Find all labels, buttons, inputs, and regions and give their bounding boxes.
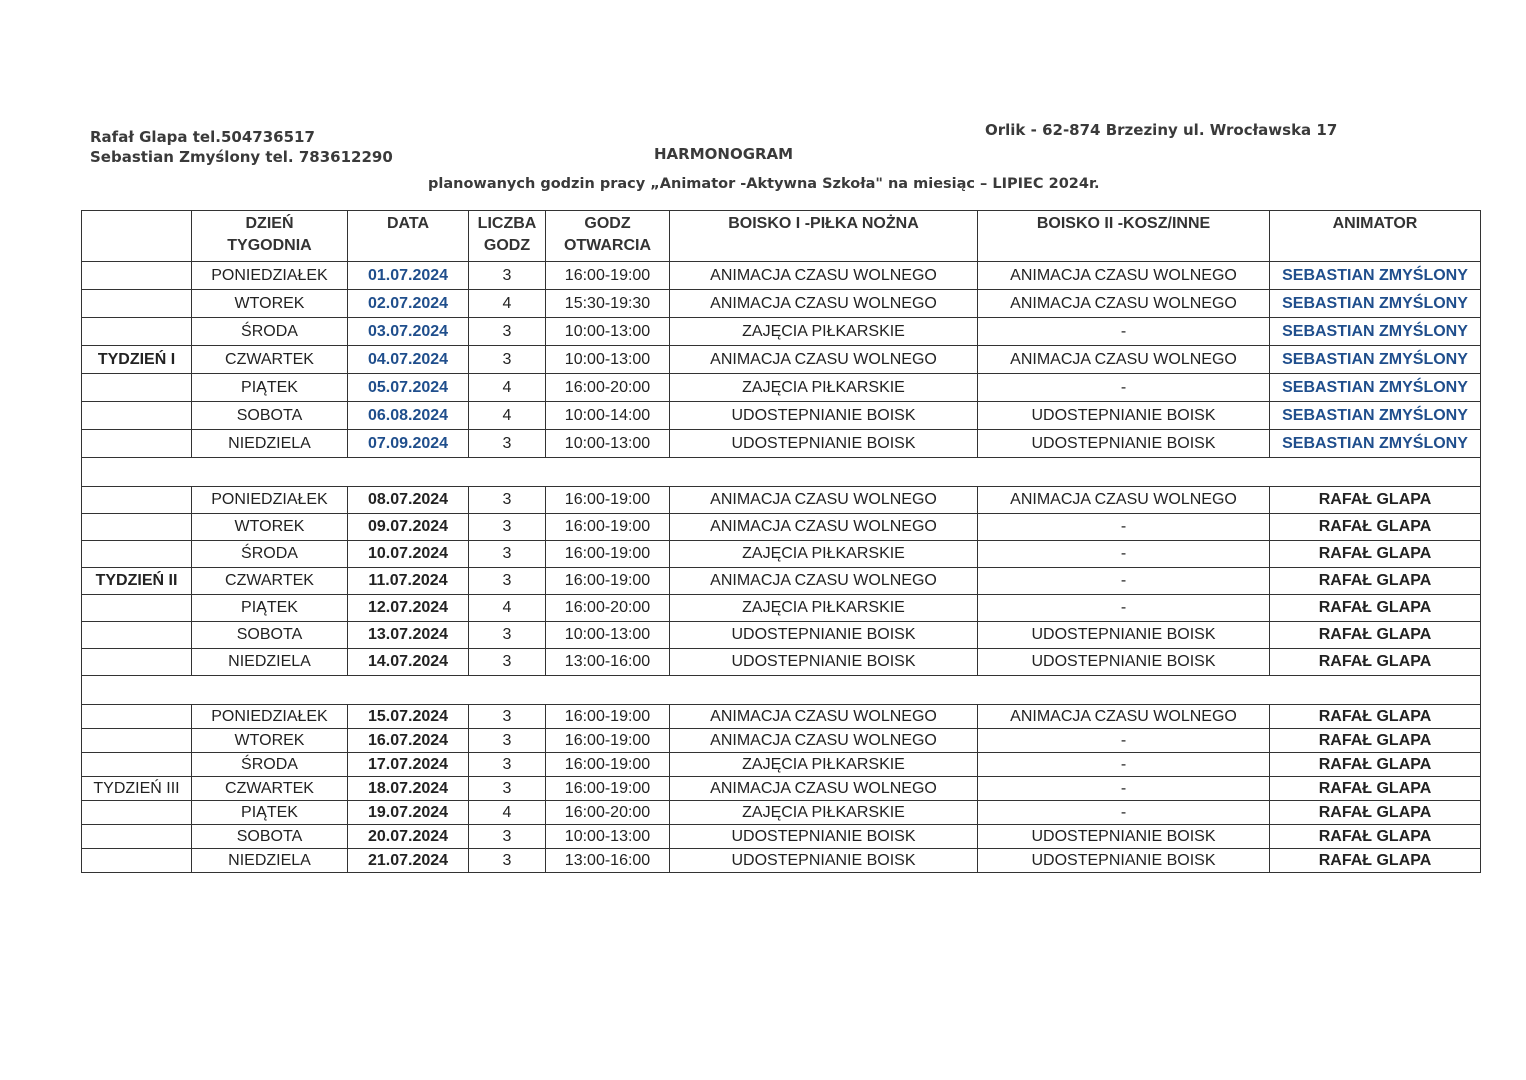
hours-cell: 3: [469, 487, 546, 514]
hours-cell: 3: [469, 318, 546, 346]
time-cell: 10:00-13:00: [546, 318, 670, 346]
field-1-cell: ANIMACJA CZASU WOLNEGO: [670, 346, 978, 374]
date-cell: 18.07.2024: [348, 777, 469, 801]
table-row: [82, 595, 1481, 622]
hours-cell: 3: [469, 825, 546, 849]
schedule-body: [82, 262, 1481, 873]
day-cell: NIEDZIELA: [192, 430, 348, 458]
field-2-cell: UDOSTEPNIANIE BOISK: [978, 622, 1270, 649]
field-1-cell: UDOSTEPNIANIE BOISK: [670, 622, 978, 649]
separator-cell: [82, 458, 1481, 487]
field-2-cell: -: [978, 753, 1270, 777]
animator-cell: SEBASTIAN ZMYŚLONY: [1270, 430, 1481, 458]
field-2-cell: ANIMACJA CZASU WOLNEGO: [978, 487, 1270, 514]
table-row: [82, 290, 1481, 318]
hours-cell: 3: [469, 568, 546, 595]
field-1-cell: ANIMACJA CZASU WOLNEGO: [670, 487, 978, 514]
page-subtitle: planowanych godzin pracy „Animator -Aktywna Szkoła" na miesiąc – LIPIEC 2024r.: [428, 176, 1100, 192]
week-label-cell: [82, 487, 192, 514]
separator-cell: [82, 676, 1481, 705]
date-cell: 11.07.2024: [348, 568, 469, 595]
day-cell: PIĄTEK: [192, 595, 348, 622]
date-cell: 03.07.2024: [348, 318, 469, 346]
animator-cell: SEBASTIAN ZMYŚLONY: [1270, 318, 1481, 346]
day-cell: WTOREK: [192, 290, 348, 318]
table-row: [82, 705, 1481, 729]
table-row: [82, 262, 1481, 290]
day-cell: ŚRODA: [192, 318, 348, 346]
field-2-cell: ANIMACJA CZASU WOLNEGO: [978, 262, 1270, 290]
animator-cell: SEBASTIAN ZMYŚLONY: [1270, 346, 1481, 374]
date-cell: 09.07.2024: [348, 514, 469, 541]
hours-cell: 3: [469, 705, 546, 729]
animator-cell: RAFAŁ GLAPA: [1270, 729, 1481, 753]
field-2-cell: ANIMACJA CZASU WOLNEGO: [978, 290, 1270, 318]
week-separator-row: [82, 676, 1481, 705]
day-cell: NIEDZIELA: [192, 649, 348, 676]
time-cell: 10:00-13:00: [546, 622, 670, 649]
day-cell: PONIEDZIAŁEK: [192, 487, 348, 514]
time-cell: 16:00-19:00: [546, 514, 670, 541]
date-cell: 15.07.2024: [348, 705, 469, 729]
hours-cell: 3: [469, 729, 546, 753]
hours-cell: 4: [469, 801, 546, 825]
field-2-cell: -: [978, 801, 1270, 825]
table-row: [82, 753, 1481, 777]
field-1-cell: ANIMACJA CZASU WOLNEGO: [670, 729, 978, 753]
table-row: [82, 514, 1481, 541]
day-cell: PONIEDZIAŁEK: [192, 262, 348, 290]
animator-cell: RAFAŁ GLAPA: [1270, 705, 1481, 729]
animator-cell: RAFAŁ GLAPA: [1270, 801, 1481, 825]
field-2-cell: -: [978, 541, 1270, 568]
week-label-cell: [82, 430, 192, 458]
hours-cell: 3: [469, 777, 546, 801]
field-1-cell: ANIMACJA CZASU WOLNEGO: [670, 777, 978, 801]
week-label-cell: TYDZIEŃ II: [82, 568, 192, 595]
time-cell: 16:00-19:00: [546, 568, 670, 595]
field-2-cell: -: [978, 595, 1270, 622]
date-cell: 12.07.2024: [348, 595, 469, 622]
field-1-cell: ANIMACJA CZASU WOLNEGO: [670, 568, 978, 595]
animator-cell: RAFAŁ GLAPA: [1270, 777, 1481, 801]
day-cell: CZWARTEK: [192, 777, 348, 801]
header-animator: ANIMATOR: [1270, 211, 1481, 262]
field-1-cell: ZAJĘCIA PIŁKARSKIE: [670, 595, 978, 622]
time-cell: 13:00-16:00: [546, 649, 670, 676]
time-cell: 16:00-20:00: [546, 374, 670, 402]
field-2-cell: -: [978, 777, 1270, 801]
day-cell: SOBOTA: [192, 825, 348, 849]
field-1-cell: ZAJĘCIA PIŁKARSKIE: [670, 541, 978, 568]
header-opening: GODZ OTWARCIA: [546, 211, 670, 262]
header-row: [82, 211, 1481, 262]
week-label-cell: [82, 649, 192, 676]
date-cell: 08.07.2024: [348, 487, 469, 514]
animator-cell: RAFAŁ GLAPA: [1270, 568, 1481, 595]
table-row: [82, 541, 1481, 568]
time-cell: 15:30-19:30: [546, 290, 670, 318]
day-cell: CZWARTEK: [192, 346, 348, 374]
header-day: DZIEŃ TYGODNIA: [192, 211, 348, 262]
field-2-cell: UDOSTEPNIANIE BOISK: [978, 430, 1270, 458]
day-cell: PIĄTEK: [192, 801, 348, 825]
date-cell: 21.07.2024: [348, 849, 469, 873]
time-cell: 16:00-20:00: [546, 595, 670, 622]
hours-cell: 3: [469, 649, 546, 676]
field-1-cell: UDOSTEPNIANIE BOISK: [670, 825, 978, 849]
field-1-cell: ZAJĘCIA PIŁKARSKIE: [670, 374, 978, 402]
field-2-cell: -: [978, 514, 1270, 541]
animator-cell: SEBASTIAN ZMYŚLONY: [1270, 374, 1481, 402]
date-cell: 13.07.2024: [348, 622, 469, 649]
week-label-cell: [82, 514, 192, 541]
animator-cell: RAFAŁ GLAPA: [1270, 595, 1481, 622]
hours-cell: 3: [469, 622, 546, 649]
hours-cell: 4: [469, 595, 546, 622]
hours-cell: 3: [469, 849, 546, 873]
animator-cell: RAFAŁ GLAPA: [1270, 541, 1481, 568]
day-cell: PIĄTEK: [192, 374, 348, 402]
header-field-1: BOISKO I -PIŁKA NOŻNA: [670, 211, 978, 262]
field-2-cell: ANIMACJA CZASU WOLNEGO: [978, 346, 1270, 374]
schedule-table: [81, 210, 1481, 873]
week-label-cell: [82, 753, 192, 777]
date-cell: 17.07.2024: [348, 753, 469, 777]
day-cell: SOBOTA: [192, 622, 348, 649]
animator-cell: RAFAŁ GLAPA: [1270, 622, 1481, 649]
week-label-cell: [82, 595, 192, 622]
time-cell: 16:00-19:00: [546, 541, 670, 568]
field-2-cell: UDOSTEPNIANIE BOISK: [978, 825, 1270, 849]
table-row: [82, 402, 1481, 430]
table-row: [82, 622, 1481, 649]
animator-cell: RAFAŁ GLAPA: [1270, 849, 1481, 873]
field-1-cell: UDOSTEPNIANIE BOISK: [670, 649, 978, 676]
time-cell: 10:00-13:00: [546, 346, 670, 374]
date-cell: 19.07.2024: [348, 801, 469, 825]
field-2-cell: UDOSTEPNIANIE BOISK: [978, 849, 1270, 873]
hours-cell: 3: [469, 430, 546, 458]
week-label-cell: [82, 262, 192, 290]
animator-cell: RAFAŁ GLAPA: [1270, 487, 1481, 514]
header-hours: LICZBA GODZ: [469, 211, 546, 262]
contact-glapa: Rafał Glapa tel.504736517: [90, 128, 315, 146]
time-cell: 13:00-16:00: [546, 849, 670, 873]
table-row: [82, 849, 1481, 873]
week-label-cell: [82, 402, 192, 430]
table-row: [82, 374, 1481, 402]
week-label-cell: [82, 825, 192, 849]
animator-cell: RAFAŁ GLAPA: [1270, 514, 1481, 541]
date-cell: 14.07.2024: [348, 649, 469, 676]
field-2-cell: ANIMACJA CZASU WOLNEGO: [978, 705, 1270, 729]
animator-cell: SEBASTIAN ZMYŚLONY: [1270, 290, 1481, 318]
week-label-cell: [82, 849, 192, 873]
table-row: [82, 430, 1481, 458]
field-1-cell: ANIMACJA CZASU WOLNEGO: [670, 514, 978, 541]
time-cell: 16:00-19:00: [546, 262, 670, 290]
week-label-cell: [82, 318, 192, 346]
date-cell: 16.07.2024: [348, 729, 469, 753]
time-cell: 16:00-19:00: [546, 777, 670, 801]
field-2-cell: -: [978, 318, 1270, 346]
week-label-cell: [82, 541, 192, 568]
field-1-cell: ZAJĘCIA PIŁKARSKIE: [670, 318, 978, 346]
field-2-cell: -: [978, 374, 1270, 402]
contact-zmyslony: Sebastian Zmyślony tel. 783612290: [90, 148, 393, 166]
field-1-cell: ANIMACJA CZASU WOLNEGO: [670, 262, 978, 290]
field-2-cell: UDOSTEPNIANIE BOISK: [978, 402, 1270, 430]
table-row: [82, 825, 1481, 849]
table-row: [82, 487, 1481, 514]
hours-cell: 4: [469, 402, 546, 430]
header-week: [82, 211, 192, 262]
date-cell: 01.07.2024: [348, 262, 469, 290]
time-cell: 10:00-13:00: [546, 430, 670, 458]
time-cell: 10:00-14:00: [546, 402, 670, 430]
hours-cell: 3: [469, 262, 546, 290]
week-label-cell: [82, 729, 192, 753]
address: Orlik - 62-874 Brzeziny ul. Wrocławska 17: [985, 121, 1338, 139]
week-label-cell: [82, 801, 192, 825]
table-row: [82, 801, 1481, 825]
animator-cell: SEBASTIAN ZMYŚLONY: [1270, 402, 1481, 430]
day-cell: ŚRODA: [192, 541, 348, 568]
page-title: HARMONOGRAM: [654, 145, 794, 163]
field-1-cell: UDOSTEPNIANIE BOISK: [670, 402, 978, 430]
field-2-cell: UDOSTEPNIANIE BOISK: [978, 649, 1270, 676]
field-1-cell: UDOSTEPNIANIE BOISK: [670, 849, 978, 873]
date-cell: 05.07.2024: [348, 374, 469, 402]
week-label-cell: TYDZIEŃ I: [82, 346, 192, 374]
hours-cell: 3: [469, 514, 546, 541]
field-1-cell: UDOSTEPNIANIE BOISK: [670, 430, 978, 458]
table-row: [82, 346, 1481, 374]
animator-cell: SEBASTIAN ZMYŚLONY: [1270, 262, 1481, 290]
hours-cell: 3: [469, 346, 546, 374]
animator-cell: RAFAŁ GLAPA: [1270, 825, 1481, 849]
date-cell: 06.08.2024: [348, 402, 469, 430]
day-cell: CZWARTEK: [192, 568, 348, 595]
time-cell: 10:00-13:00: [546, 825, 670, 849]
day-cell: SOBOTA: [192, 402, 348, 430]
day-cell: PONIEDZIAŁEK: [192, 705, 348, 729]
date-cell: 20.07.2024: [348, 825, 469, 849]
time-cell: 16:00-20:00: [546, 801, 670, 825]
week-label-cell: [82, 622, 192, 649]
week-label-cell: [82, 705, 192, 729]
field-1-cell: ZAJĘCIA PIŁKARSKIE: [670, 753, 978, 777]
field-2-cell: -: [978, 568, 1270, 595]
table-row: [82, 318, 1481, 346]
table-row: [82, 729, 1481, 753]
hours-cell: 4: [469, 290, 546, 318]
animator-cell: RAFAŁ GLAPA: [1270, 649, 1481, 676]
table-row: [82, 777, 1481, 801]
field-1-cell: ANIMACJA CZASU WOLNEGO: [670, 705, 978, 729]
hours-cell: 3: [469, 753, 546, 777]
time-cell: 16:00-19:00: [546, 753, 670, 777]
table-row: [82, 568, 1481, 595]
time-cell: 16:00-19:00: [546, 705, 670, 729]
date-cell: 10.07.2024: [348, 541, 469, 568]
date-cell: 07.09.2024: [348, 430, 469, 458]
day-cell: WTOREK: [192, 729, 348, 753]
hours-cell: 4: [469, 374, 546, 402]
week-separator-row: [82, 458, 1481, 487]
day-cell: ŚRODA: [192, 753, 348, 777]
field-2-cell: -: [978, 729, 1270, 753]
week-label-cell: [82, 374, 192, 402]
hours-cell: 3: [469, 541, 546, 568]
field-1-cell: ANIMACJA CZASU WOLNEGO: [670, 290, 978, 318]
animator-cell: RAFAŁ GLAPA: [1270, 753, 1481, 777]
time-cell: 16:00-19:00: [546, 487, 670, 514]
date-cell: 04.07.2024: [348, 346, 469, 374]
day-cell: WTOREK: [192, 514, 348, 541]
time-cell: 16:00-19:00: [546, 729, 670, 753]
week-label-cell: [82, 290, 192, 318]
day-cell: NIEDZIELA: [192, 849, 348, 873]
contacts-block: [90, 127, 393, 167]
header-field-2: BOISKO II -KOSZ/INNE: [978, 211, 1270, 262]
week-label-cell: TYDZIEŃ III: [82, 777, 192, 801]
date-cell: 02.07.2024: [348, 290, 469, 318]
field-1-cell: ZAJĘCIA PIŁKARSKIE: [670, 801, 978, 825]
table-row: [82, 649, 1481, 676]
header-date: DATA: [348, 211, 469, 262]
